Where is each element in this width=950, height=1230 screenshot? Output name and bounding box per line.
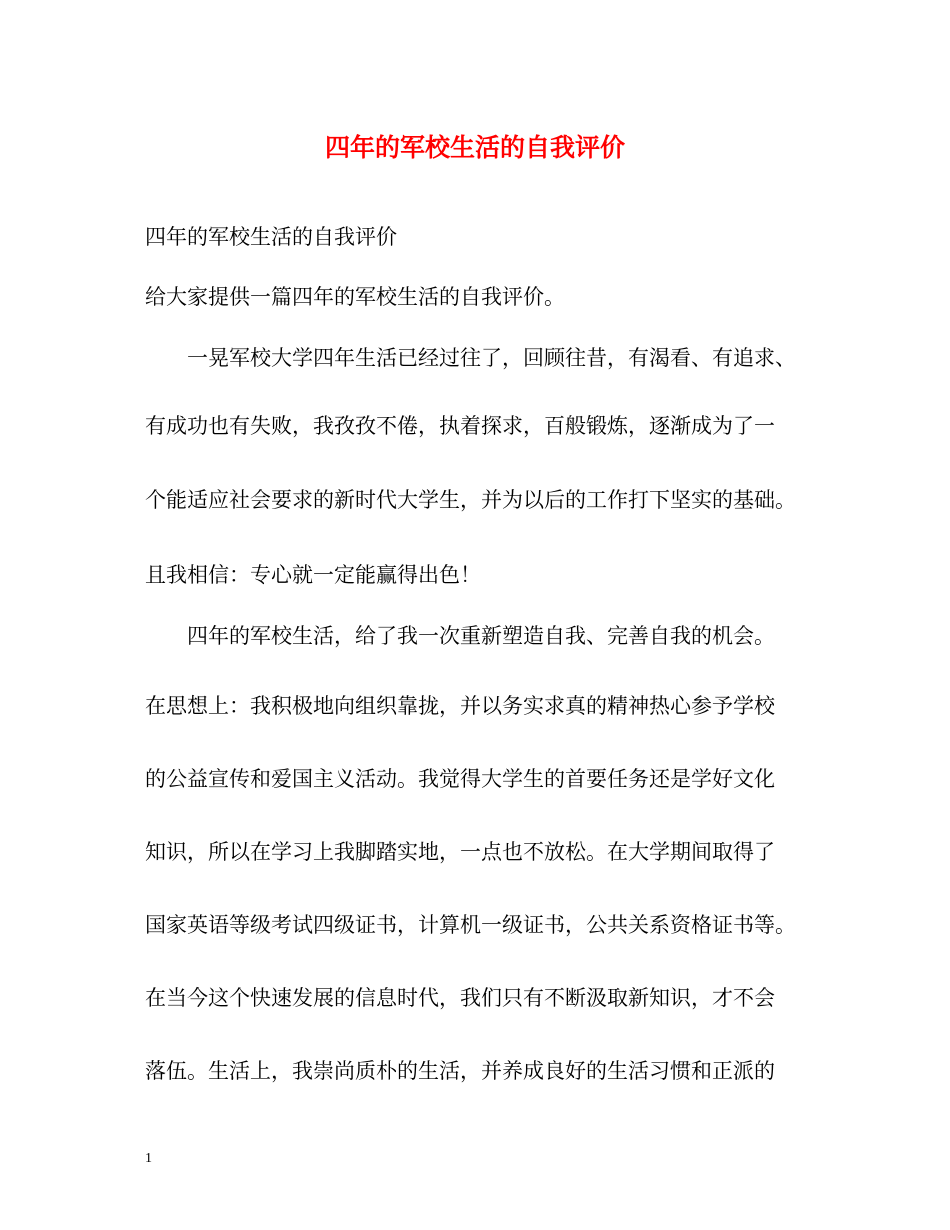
text-line: 落伍。生活上，我崇尚质朴的生活，并养成良好的生活习惯和正派的 bbox=[145, 1059, 775, 1083]
text-line: 在当今这个快速发展的信息时代，我们只有不断汲取新知识，才不会 bbox=[145, 986, 775, 1010]
document-title: 四年的军校生活的自我评价 bbox=[324, 133, 625, 162]
text-line: 国家英语等级考试四级证书，计算机一级证书，公共关系资格证书等。 bbox=[145, 913, 796, 937]
text-line: 知识，所以在学习上我脚踏实地，一点也不放松。在大学期间取得了 bbox=[145, 840, 775, 864]
text-line: 且我相信：专心就一定能赢得出色！ bbox=[145, 563, 481, 587]
text-line: 个能适应社会要求的新时代大学生，并为以后的工作打下坚实的基础。 bbox=[145, 488, 796, 512]
text-line: 在思想上：我积极地向组织靠拢，并以务实求真的精神热心参予学校 bbox=[145, 694, 775, 718]
text-line: 一晃军校大学四年生活已经过往了，回顾往昔，有渴看、有追求、 bbox=[187, 346, 796, 370]
text-line: 四年的军校生活的自我评价 bbox=[145, 225, 397, 249]
text-line: 四年的军校生活，给了我一次重新塑造自我、完善自我的机会。 bbox=[187, 624, 775, 648]
text-line: 给大家提供一篇四年的军校生活的自我评价。 bbox=[145, 285, 565, 309]
text-line: 的公益宣传和爱国主义活动。我觉得大学生的首要任务还是学好文化 bbox=[145, 767, 775, 791]
page-number: 1 bbox=[145, 1151, 152, 1166]
text-line: 有成功也有失败，我孜孜不倦，执着探求，百般锻炼，逐渐成为了一 bbox=[145, 414, 775, 438]
